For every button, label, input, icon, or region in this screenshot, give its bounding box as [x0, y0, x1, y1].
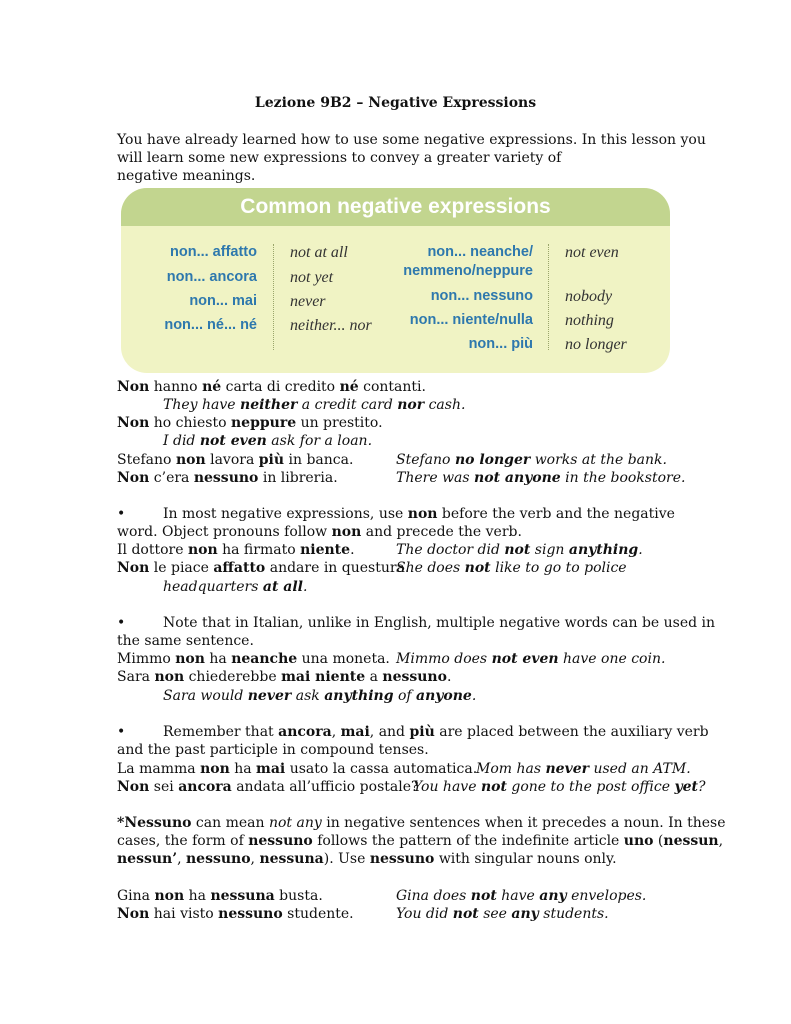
example-translation: Mimmo does not even have one coin.: [396, 651, 666, 667]
example-translation: You did not see any students.: [396, 906, 609, 922]
rule-text: In most negative expressions, use non before the verb and the negative: [163, 506, 675, 522]
vocab-italian: non... più: [468, 336, 533, 352]
example-translation: I did not even ask for a loan.: [163, 433, 373, 449]
rule-text: the same sentence.: [117, 633, 254, 649]
intro-line-2: will learn some new expressions to convey a greater variety of: [117, 150, 562, 166]
rule-text: Note that in Italian, unlike in English, multiple negative words can be used in: [163, 615, 716, 631]
intro-line-1: You have already learned how to use some negative expressions. In this lesson you: [117, 132, 706, 148]
example-italian: Non le piace affatto andare in questura.: [117, 560, 410, 576]
intro-line-3: negative meanings.: [117, 168, 256, 184]
vocab-italian: nemmeno/neppure: [403, 263, 533, 279]
vocab-english: nobody: [565, 288, 613, 305]
vocab-italian: non... né... né: [164, 317, 257, 333]
rule-text: and the past participle in compound tenses.: [117, 742, 429, 758]
bullet-marker: •: [117, 506, 126, 522]
vocab-italian: non... nessuno: [430, 288, 533, 304]
example-translation: Mom has never used an ATM.: [476, 761, 691, 777]
example-italian: Non c’era nessuno in libreria.: [117, 470, 338, 486]
vocab-english: not yet: [290, 269, 334, 286]
example-italian: Sara non chiederebbe mai niente a nessuno.: [117, 669, 452, 685]
note-text: cases, the form of nessuno follows the pattern of the indefinite article uno (nessun,: [117, 833, 724, 849]
vocabulary-box: [121, 188, 670, 373]
vocabulary-header: [121, 188, 670, 226]
note-text: nessun’, nessuno, nessuna). Use nessuno with singular nouns only.: [117, 851, 617, 867]
example-italian: La mamma non ha mai usato la cassa automatica.: [117, 761, 478, 777]
bullet-marker: •: [117, 615, 126, 631]
example-translation: They have neither a credit card nor cash.: [163, 397, 466, 413]
example-italian: Stefano non lavora più in banca.: [117, 452, 354, 468]
vocab-english: nothing: [565, 312, 614, 329]
example-italian: Non sei ancora andata all’ufficio postale?: [117, 779, 419, 795]
example-italian: Non hanno né carta di credito né contanti.: [117, 379, 426, 395]
example-translation: There was not anyone in the bookstore.: [396, 470, 686, 486]
example-translation: Gina does not have any envelopes.: [396, 888, 647, 904]
example-translation: Sara would never ask anything of anyone.: [163, 688, 477, 704]
example-translation: She does not like to go to police: [396, 560, 627, 576]
example-italian: Gina non ha nessuna busta.: [117, 888, 323, 904]
vocab-italian: non... ancora: [166, 269, 257, 285]
example-italian: Mimmo non ha neanche una moneta.: [117, 651, 390, 667]
rule-text: word. Object pronouns follow non and precede the verb.: [117, 524, 522, 540]
vocab-italian: non... niente/nulla: [409, 312, 533, 328]
column-divider: [273, 244, 274, 350]
vocab-english: not at all: [290, 244, 348, 261]
example-translation: headquarters at all.: [163, 579, 308, 595]
note-text: *Nessuno can mean not any in negative sentences when it precedes a noun. In these: [117, 815, 726, 831]
vocab-english: neither... nor: [290, 317, 372, 334]
vocab-english: never: [290, 293, 326, 310]
vocabulary-title: Common negative expressions: [240, 195, 551, 218]
example-italian: Non hai visto nessuno studente.: [117, 906, 354, 922]
example-italian: Il dottore non ha firmato niente.: [117, 542, 355, 558]
rule-text: Remember that ancora, mai, and più are placed between the auxiliary verb: [163, 724, 709, 740]
vocab-italian: non... mai: [189, 293, 257, 309]
vocab-italian: non... affatto: [170, 244, 257, 260]
example-translation: You have not gone to the post office yet?: [413, 779, 706, 795]
column-divider: [548, 244, 549, 350]
vocab-english: no longer: [565, 336, 627, 353]
page-title: Lezione 9B2 – Negative Expressions: [254, 95, 537, 111]
bullet-marker: •: [117, 724, 126, 740]
example-translation: Stefano no longer works at the bank.: [396, 452, 667, 468]
example-italian: Non ho chiesto neppure un prestito.: [117, 415, 383, 431]
vocab-italian: non... neanche/: [427, 244, 533, 260]
example-translation: The doctor did not sign anything.: [396, 542, 643, 558]
vocab-english: not even: [565, 244, 619, 261]
